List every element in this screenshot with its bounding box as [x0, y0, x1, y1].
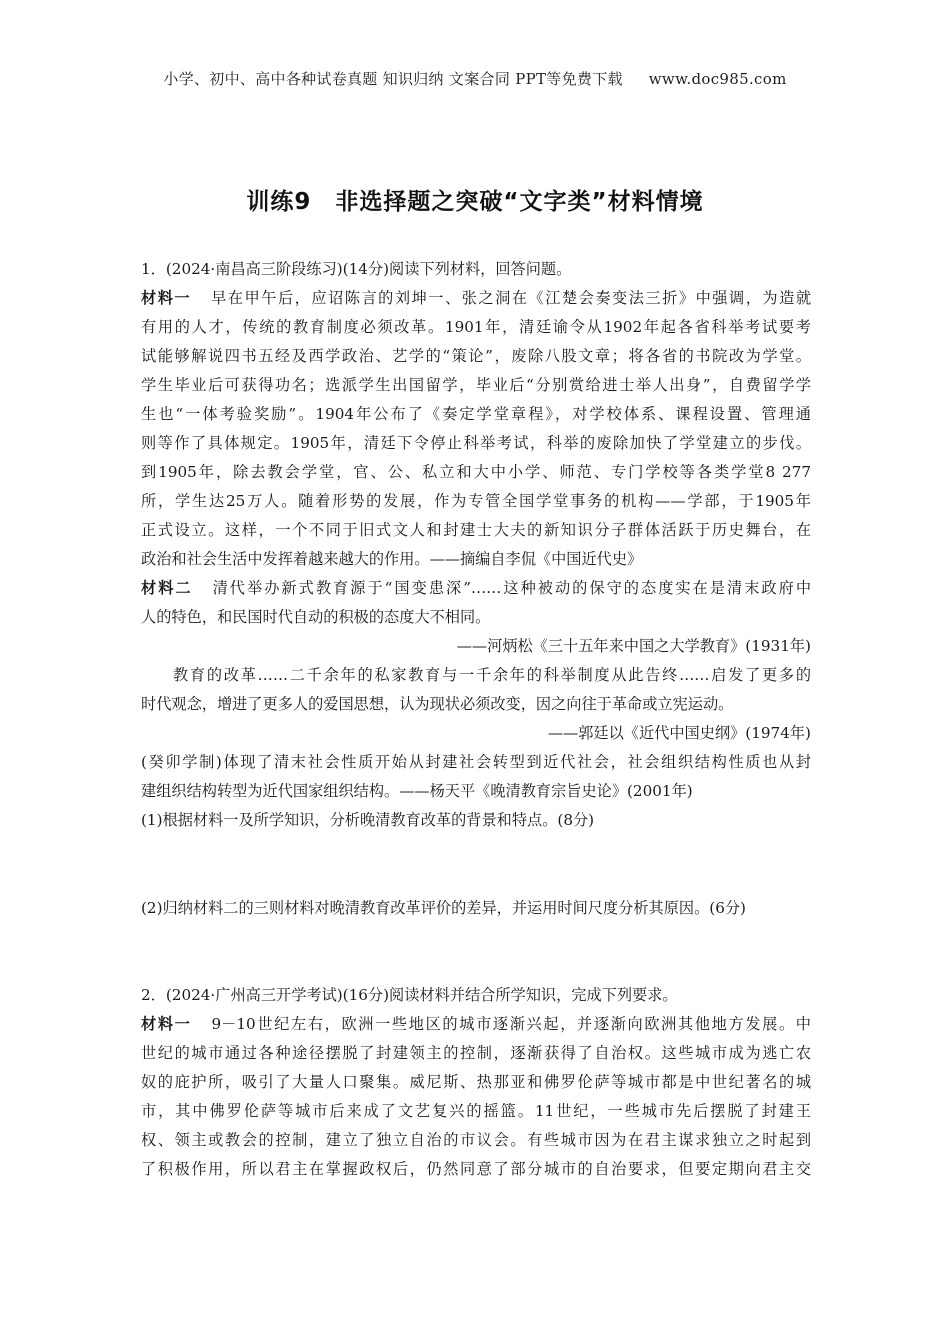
q1-m1-label: 材料一	[141, 289, 192, 307]
q1-sub-question-1: (1)根据材料一及所学知识，分析晚清教育改革的背景和特点。(8分)	[141, 811, 595, 829]
q1-m1-text-1: 早在甲午后，应诏陈言的刘坤一、张之洞在《江楚会奏变法三折》中强调，为造就	[211, 289, 812, 307]
q1-m2-para2-line-1: 教育的改革……二千余年的私家教育与一千余年的科举制度从此告终……启发了更多的	[173, 666, 811, 684]
q1-m2-source-2: ——郭廷以《近代中国史纲》(1974年)	[547, 724, 811, 742]
q1-m2-para3-line-2: 建组织结构转型为近代国家组织结构。——杨天平《晚清教育宗旨史论》(2001年)	[141, 782, 693, 800]
q2-m1-line-1	[141, 1014, 811, 1034]
q1-m1-line-9: 正式设立。这样，一个不同于旧式文人和封建士大夫的新知识分子群体活跃于历史舞台，在	[141, 521, 811, 539]
q1-m1-line-2: 有用的人才，传统的教育制度必须改革。1901年，清廷谕令从1902年起各省科举考试要考	[141, 318, 811, 336]
q1-m1-line-8: 所，学生达25万人。随着形势的发展，作为专管全国学堂事务的机构——学部，于1905年	[141, 492, 811, 510]
q2-m1-label: 材料一	[141, 1015, 192, 1033]
q2-intro: 2．(2024·广州高三开学考试)(16分)阅读材料并结合所学知识，完成下列要求。	[141, 986, 678, 1004]
q1-m1-line-7: 到1905年，除去教会学堂，官、公、私立和大中小学、师范、专门学校等各类学堂8 277	[141, 463, 811, 481]
q1-m2-line-2: 人的特色，和民国时代自动的积极的态度大不相同。	[141, 608, 491, 626]
q1-m2-source-1: ——河炳松《三十五年来中国之大学教育》(1931年)	[456, 637, 811, 655]
q1-m1-line-5: 生也“一体考验奖励”。1904年公布了《奏定学堂章程》，对学校体系、课程设置、管理通	[141, 405, 811, 423]
page-title: 训练9 非选择题之突破“文字类”材料情境	[246, 189, 704, 215]
q1-m1-line-3: 试能够解说四书五经及西学政治、艺学的“策论”，废除八股文章；将各省的书院改为学堂。	[141, 347, 811, 365]
q1-sub-question-2: (2)归纳材料二的三则材料对晚清教育改革评价的差异，并运用时间尺度分析其原因。(6分)	[141, 899, 746, 917]
q2-m1-line-6: 了积极作用，所以君主在掌握政权后，仍然同意了部分城市的自治要求，但要定期向君主交	[141, 1160, 811, 1178]
q2-m1-line-3: 奴的庇护所，吸引了大量人口聚集。威尼斯、热那亚和佛罗伦萨等城市都是中世纪著名的城	[141, 1073, 811, 1091]
q1-m1-line-10: 政治和社会生活中发挥着越来越大的作用。——摘编自李侃《中国近代史》	[141, 550, 643, 568]
q1-m1-line-6: 则等作了具体规定。1905年，清廷下令停止科举考试，科举的废除加快了学堂建立的步伐。	[141, 434, 811, 452]
page-header	[0, 68, 950, 89]
q1-intro: 1．(2024·南昌高三阶段练习)(14分)阅读下列材料，回答问题。	[141, 260, 572, 278]
q1-m1-line-1	[141, 288, 811, 308]
q1-m2-para3-line-1: (癸卯学制)体现了清末社会性质开始从封建社会转型到近代社会，社会组织结构性质也从封	[141, 753, 811, 771]
q2-m1-line-2: 世纪的城市通过各种途径摆脱了封建领主的控制，逐渐获得了自治权。这些城市成为逃亡农	[141, 1044, 811, 1062]
q1-m2-para2-line-2: 时代观念，增进了更多人的爱国思想，认为现状必须改变，因之向往于革命或立宪运动。	[141, 695, 734, 713]
q1-m1-line-4: 学生毕业后可获得功名；选派学生出国留学，毕业后“分别赏给进士举人出身”，自费留学学	[141, 376, 811, 394]
header-text: 小学、初中、高中各种试卷真题 知识归纳 文案合同 PPT等免费下载	[163, 70, 623, 88]
q2-m1-text-1: 9－10世纪左右，欧洲一些地区的城市逐渐兴起，并逐渐向欧洲其他地方发展。中	[211, 1015, 811, 1033]
q1-m2-text-1: 清代举办新式教育源于“国变患深”……这种被动的保守的态度实在是清末政府中	[212, 579, 811, 597]
q2-m1-line-5: 权、领主或教会的控制，建立了独立自治的市议会。有些城市因为在君主谋求独立之时起到	[141, 1131, 811, 1149]
q2-m1-line-4: 市，其中佛罗伦萨等城市后来成了文艺复兴的摇篮。11世纪，一些城市先后摆脱了封建王	[141, 1102, 811, 1120]
q1-m2-label: 材料二	[141, 579, 193, 597]
q1-m2-line-1	[141, 578, 811, 598]
header-url[interactable]: www.doc985.com	[648, 70, 787, 88]
